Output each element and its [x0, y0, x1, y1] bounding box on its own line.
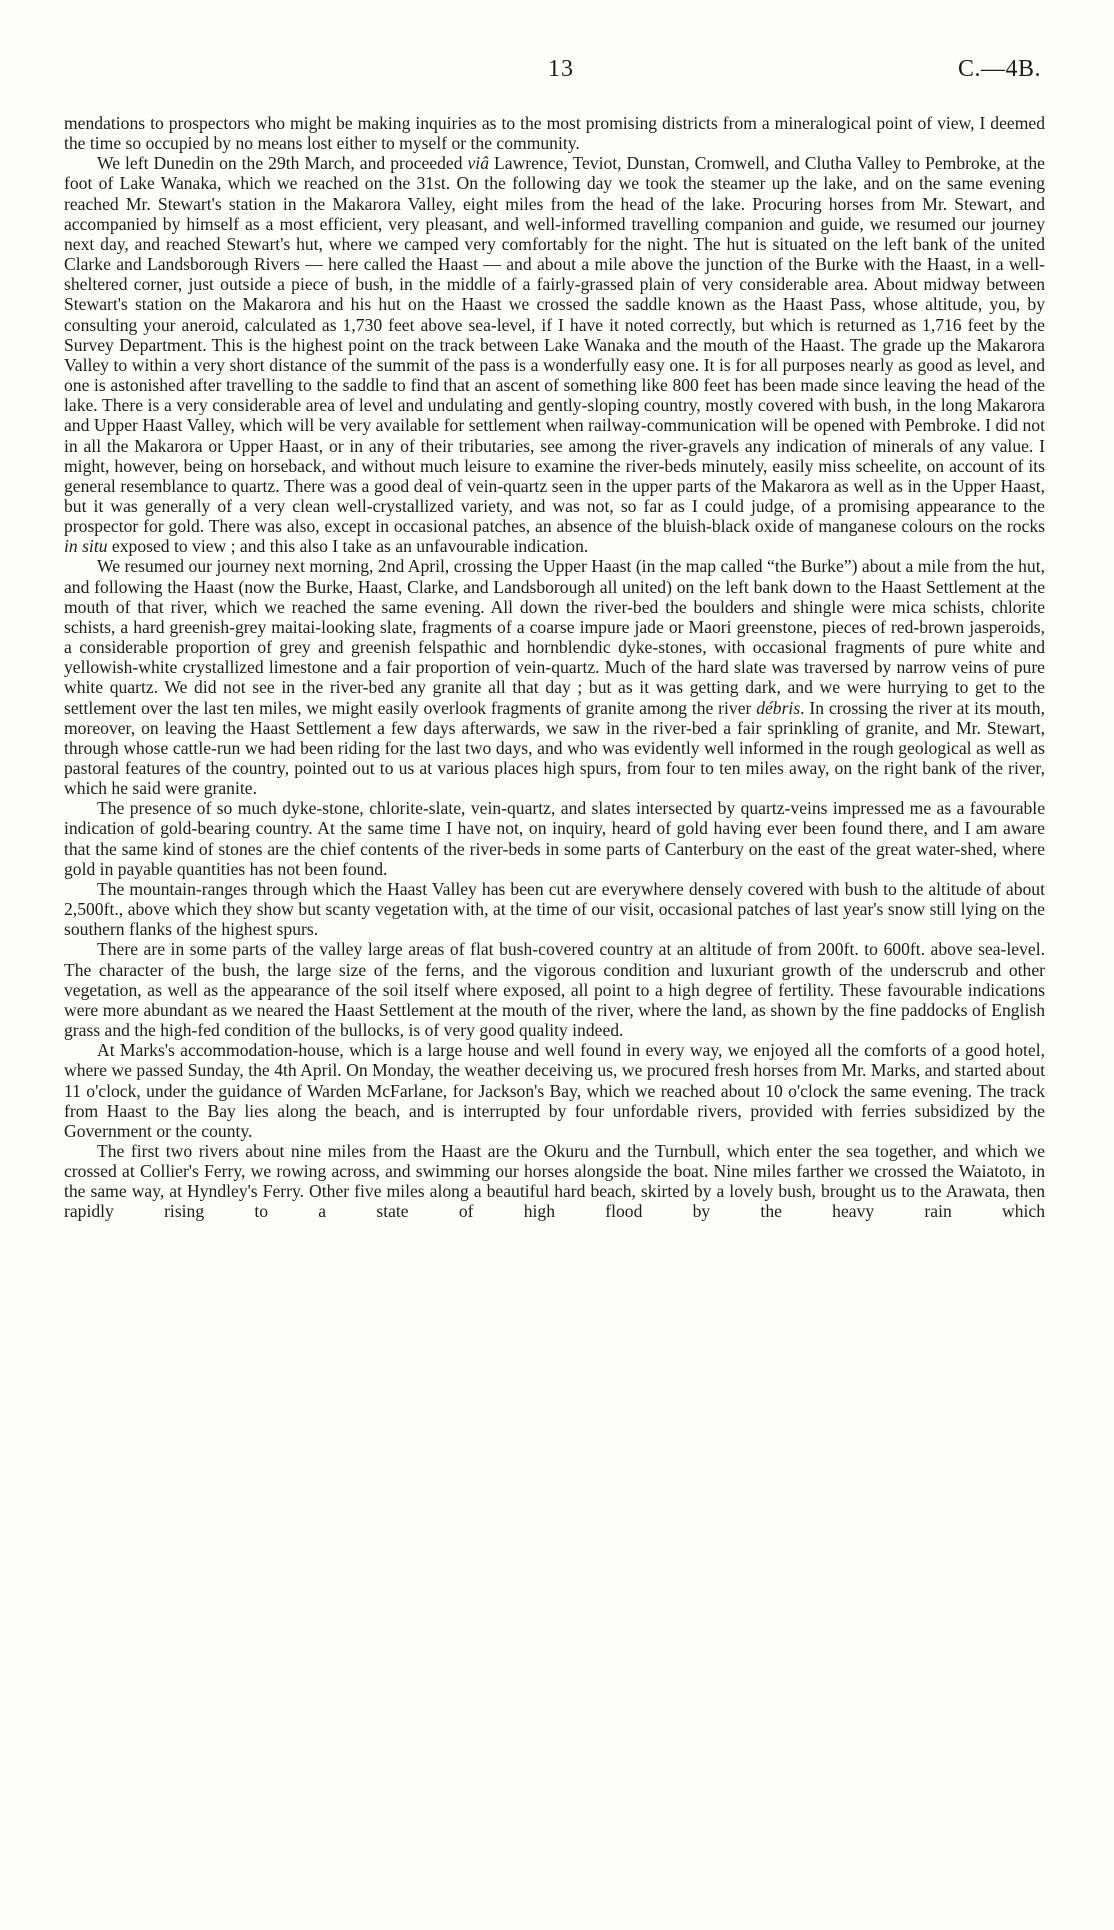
- text-segment: The mountain-ranges through which the Haast Valley has been cut are everywhere densely covered with bush to the altitude of about 2,500ft., above which they show but scanty vegetation with, at the time of our visit, occasional patches of last year's snow still lying on the southern flanks of the highest spurs.: [64, 878, 1045, 940]
- page-number: 13: [548, 56, 574, 82]
- text-segment: . In crossing the river at its mouth, moreover, on leaving the Haast Settlement a few days afterwards, we saw in the river-bed a fair sprinkling of granite, and Mr. Stewart, through whose cattle-run we had been riding for the last two days, and who was evidently well informed in the rough geological as well as pastoral features of the country, pointed out to us at various places high spurs, from four to ten miles away, on the right bank of the river, which he said were granite.: [64, 697, 1045, 799]
- italic-text: débris: [756, 697, 801, 718]
- document-reference: C.—4B.: [957, 56, 1041, 82]
- paragraph: [64, 879, 1045, 939]
- paragraph: [64, 153, 1045, 556]
- text-segment: The presence of so much dyke-stone, chlorite-slate, vein-quartz, and slates intersected by quartz-veins impressed me as a favourable indication of gold-bearing country. At the same time I have not, on inquiry, heard of gold having ever been found there, and I am aware that the same kind of stones are the chief contents of the river-beds in some parts of Canterbury on the east of the great water-shed, where gold in payable quantities has not been found.: [64, 798, 1045, 879]
- paragraph: [64, 1040, 1045, 1141]
- paragraph: [64, 939, 1045, 1040]
- text-segment: We resumed our journey next morning, 2nd April, crossing the Upper Haast (in the map called “the Burke”) about a mile from the hut, and following the Haast (now the Burke, Haast, Clarke, and Landsborough all united) on the left bank down to the Haast Settlement at the mouth of that river, which we reached the same evening. All down the river-bed the boulders and shingle were mica schists, chlorite schists, a hard greenish-grey maitai-looking slate, fragments of a coarse impure jade or Maori greenstone, pieces of red-brown jasperoids, a considerable proportion of grey and greenish felspathic and hornblendic dyke-stones, with occasional fragments of pure white and yellowish-white crystallized limestone and a fair proportion of vein-quartz. Much of the hard slate was traversed by narrow veins of pure white quartz. We did not see in the river-bed any granite all that day ; but as it was getting dark, and we were hurrying to get to the settlement over the last ten miles, we might easily overlook fragments of granite among the river: [64, 556, 1045, 718]
- page-header: [0, 56, 1114, 86]
- text-segment: We left Dunedin on the 29th March, and proceeded: [97, 153, 468, 174]
- text-segment: At Marks's accommodation-house, which is a large house and well found in every way, we enjoyed all the comforts of a good hotel, where we passed Sunday, the 4th April. On Monday, the weather deceiving us, we procured fresh horses from Mr. Marks, and started about 11 o'clock, under the guidance of Warden McFarlane, for Jackson's Bay, which we reached about 10 o'clock the same evening. The track from Haast to the Bay lies along the beach, and is interrupted by four unfordable rivers, provided with ferries subsidized by the Government or the county.: [64, 1040, 1045, 1141]
- text-segment: There are in some parts of the valley large areas of flat bush-covered country at an altitude of from 200ft. to 600ft. above sea-level. The character of the bush, the large size of the ferns, and the vigorous condition and luxuriant growth of the underscrub and other vegetation, as well as the appearance of the soil itself where exposed, all point to a high degree of fertility. These favourable indications were more abundant as we neared the Haast Settlement at the mouth of the river, where the land, as shown by the fine paddocks of English grass and the high-fed condition of the bullocks, is of very good quality indeed.: [64, 939, 1045, 1041]
- paragraph: [64, 556, 1045, 798]
- text-segment: mendations to prospectors who might be making inquiries as to the most promising districts from a mineralogical point of view, I deemed the time so occupied by no means lost either to myself or the community.: [64, 113, 1045, 154]
- paragraph: [64, 113, 1045, 153]
- text-segment: The first two rivers about nine miles from the Haast are the Okuru and the Turnbull, which enter the sea together, and which we crossed at Collier's Ferry, we rowing across, and swimming our horses alongside the boat. Nine miles farther we crossed the Waiatoto, in the same way, at Hyndley's Ferry. Other five miles along a beautiful hard beach, skirted by a lovely bush, brought us to the Arawata, then rapidly rising to a state of high flood by the heavy rain which: [64, 1140, 1045, 1222]
- paragraph: [64, 798, 1045, 879]
- text-segment: Lawrence, Teviot, Dunstan, Cromwell, and Clutha Valley to Pembroke, at the foot of Lake Wanaka, which we reached on the 31st. On the following day we took the steamer up the lake, and on the same evening reached Mr. Stewart's station in the Makarora Valley, eight miles from the head of the lake. Procuring horses from Mr. Stewart, and accompanied by himself as a most efficient, very pleasant, and well-informed travelling companion and guide, we resumed our journey next day, and reached Stewart's hut, where we camped very comfortably for the night. The hut is situated on the left bank of the united Clarke and Landsborough Rivers — here called the Haast — and about a mile above the junction of the Burke with the Haast, in a well-sheltered corner, just outside a piece of bush, in the middle of a fairly-grassed plain of very considerable area. About midway between Stewart's station on the Makarora and his hut on the Haast we crossed the saddle known as the Haast Pass, whose altitude, you, by consulting your aneroid, calculated as 1,730 feet above sea-level, if I have it noted correctly, but which is returned as 1,716 feet by the Survey Department. This is the highest point on the track between Lake Wanaka and the mouth of the Haast. The grade up the Makarora Valley to within a very short distance of the summit of the pass is a wonderfully easy one. It is for all purposes nearly as good as level, and one is astonished after travelling to the saddle to find that an ascent of something like 800 feet has been made since leaving the head of the lake. There is a very considerable area of level and undulating and gently-sloping country, mostly covered with bush, in the long Makarora and Upper Haast Valley, which will be very available for settlement when railway-communication will be opened with Pembroke. I did not in all the Makarora or Upper Haast, or in any of their tributaries, see among the river-gravels any indication of minerals of any value. I might, however, being on horseback, and without much leisure to examine the river-beds minutely, easily miss scheelite, on account of its general resemblance to quartz. There was a good deal of vein-quartz seen in the upper parts of the Makarora as well as in the Upper Haast, but it was generally of a very clean well-crystallized variety, and was not, so far as I could judge, of a promising appearance to the prospector for gold. There was also, except in occasional patches, an absence of the bluish-black oxide of manganese colours on the rocks: [64, 153, 1045, 537]
- body-text: [64, 113, 1045, 1242]
- paragraph: [64, 1141, 1045, 1242]
- italic-text: in situ: [64, 536, 108, 557]
- text-segment: exposed to view ; and this also I take as an unfavourable indication.: [107, 536, 589, 557]
- italic-text: viâ: [467, 153, 489, 174]
